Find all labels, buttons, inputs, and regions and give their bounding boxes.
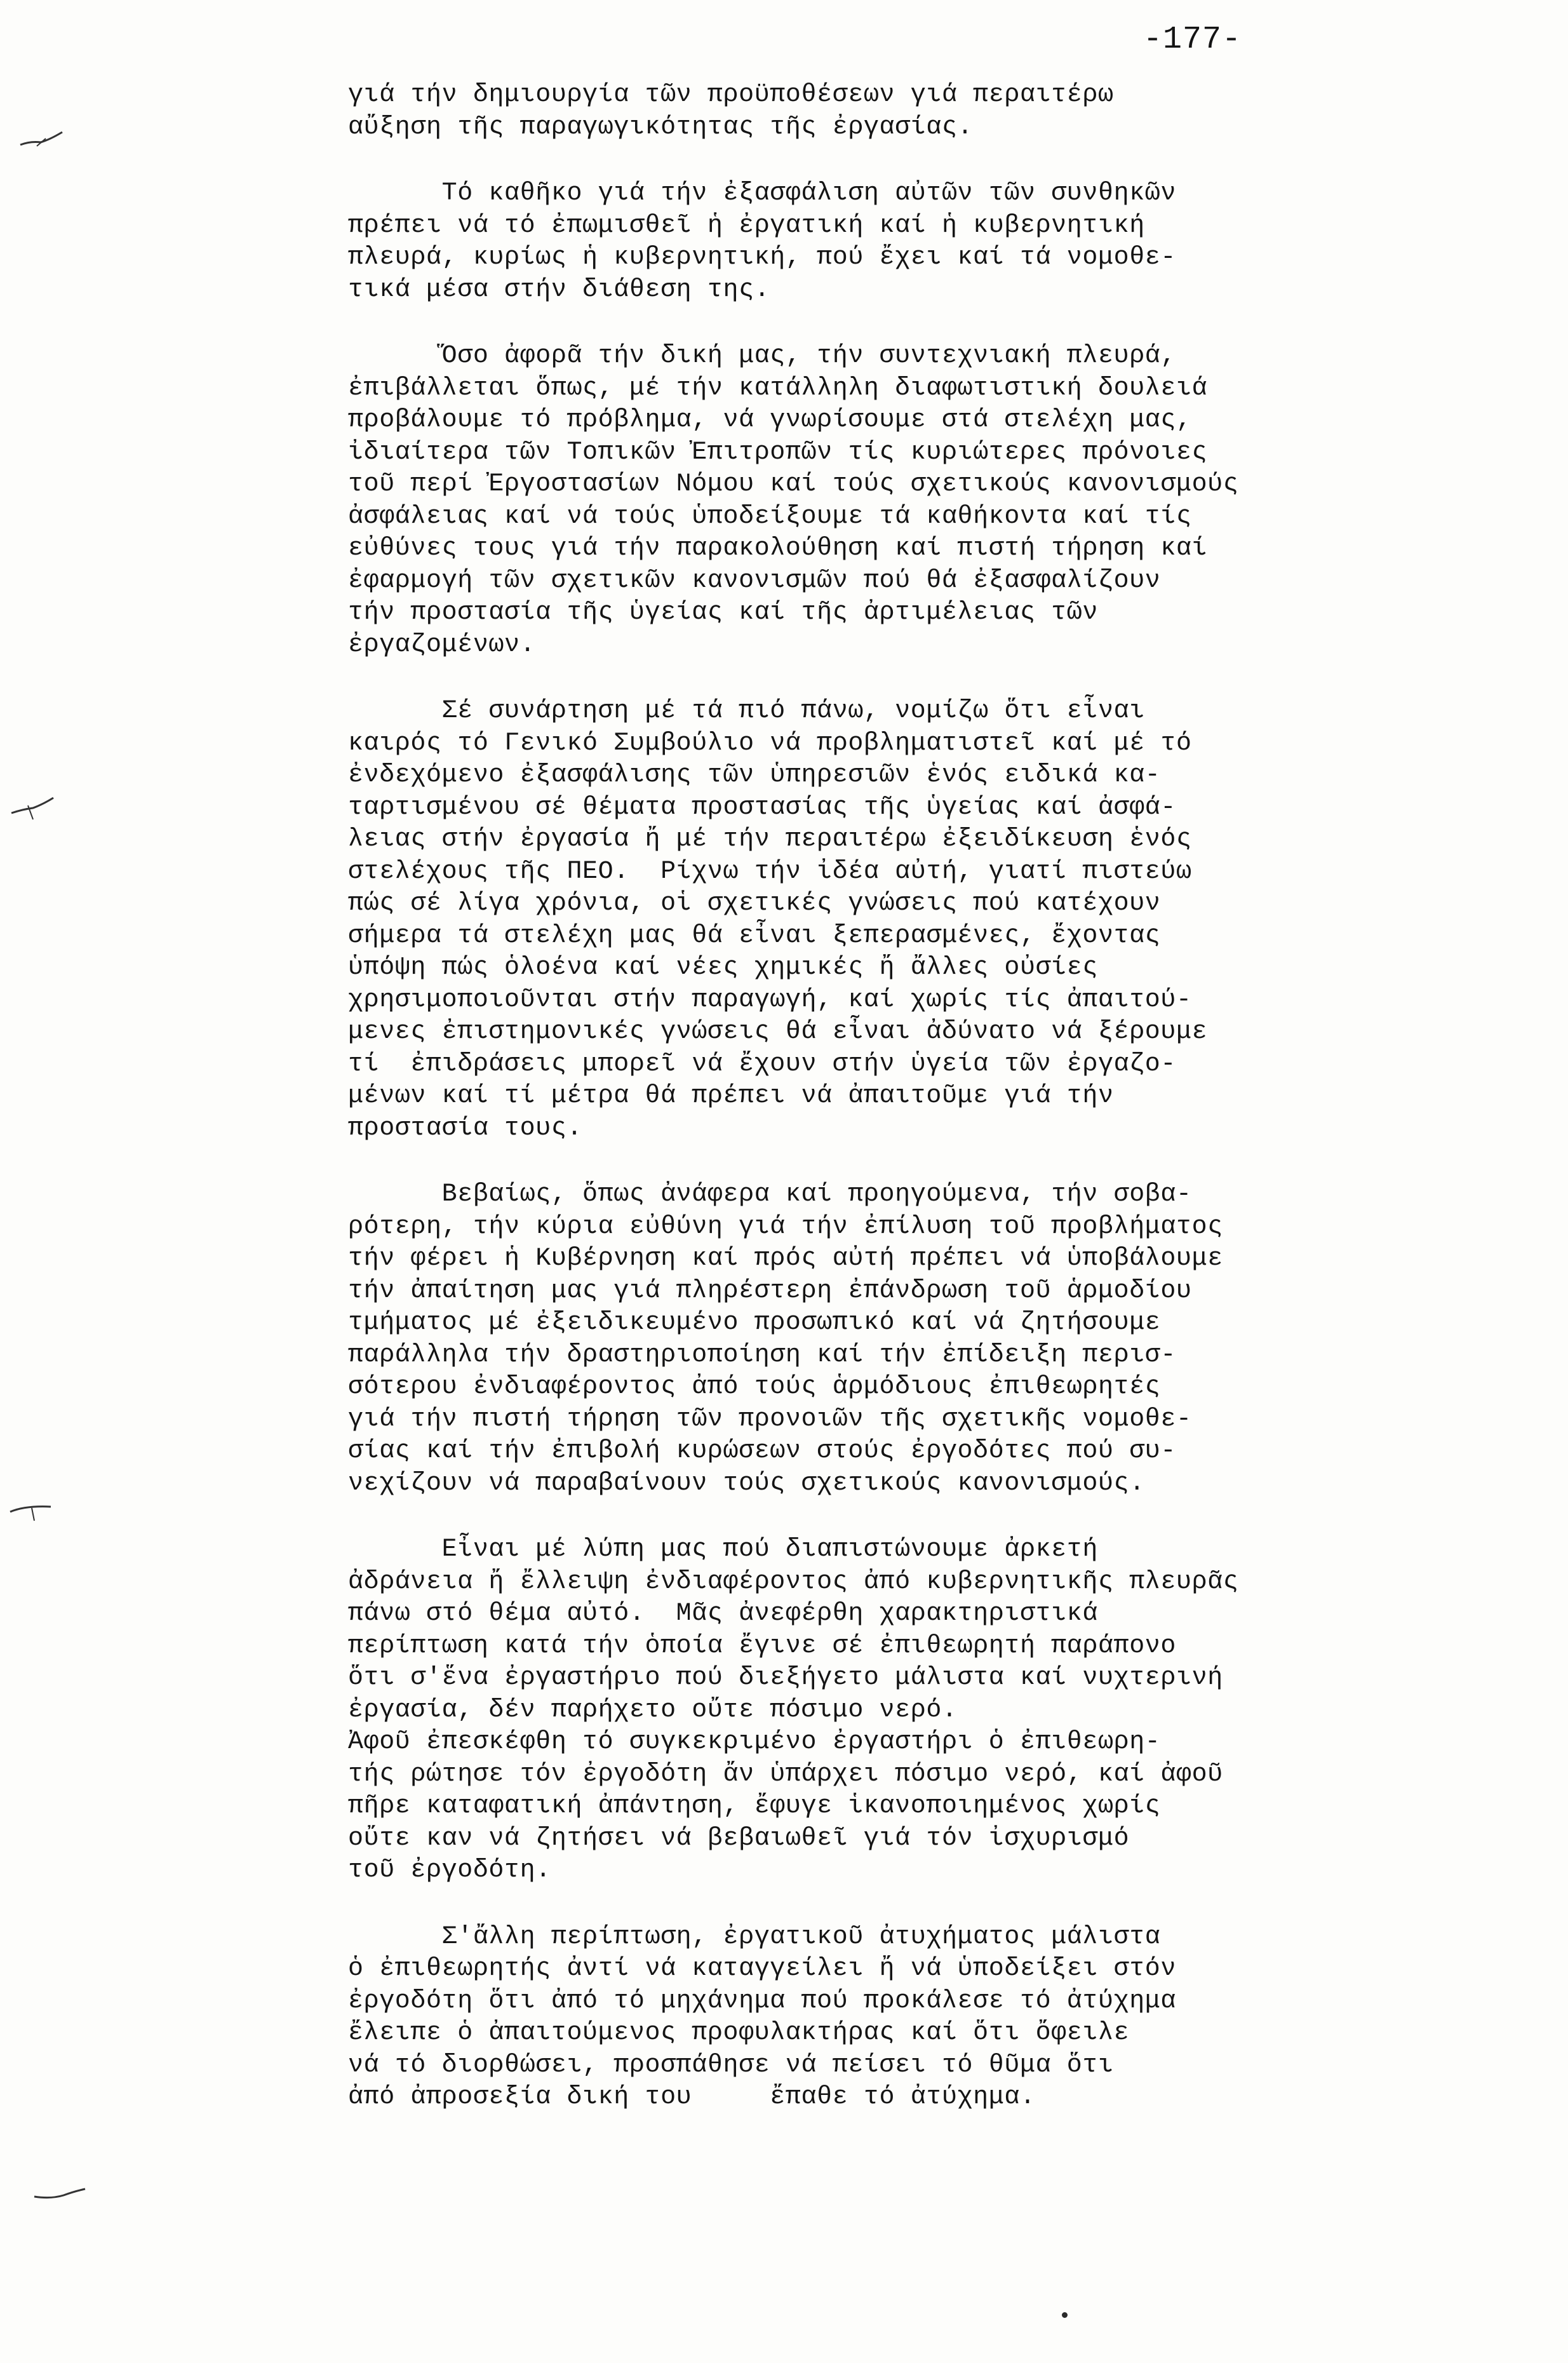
text-line: πρέπει νά τό ἐπωμισθεῖ ἡ ἐργατική καί ἡ κυβερνητική <box>348 211 1145 240</box>
text-line: λειας στήν ἐργασία ἤ μέ τήν περαιτέρω ἐξειδίκευση ἑνός <box>348 825 1192 854</box>
text-line: πώς σέ λίγα χρόνια, οἱ σχετικές γνώσεις πού κατέχουν <box>348 889 1161 918</box>
text-line: Τό καθῆκο γιά τήν ἐξασφάλιση αὐτῶν τῶν συνθηκῶν <box>348 179 1177 208</box>
paragraph <box>348 340 1542 661</box>
text-line: ἀσφάλειας καί νά τούς ὑποδείξουμε τά καθήκοντα καί τίς <box>348 502 1192 531</box>
text-line: μενες ἐπιστημονικές γνώσεις θά εἶναι ἀδύνατο νά ξέρουμε <box>348 1018 1208 1046</box>
paragraph <box>348 1179 1542 1500</box>
text-line: προστασία τους. <box>348 1114 583 1143</box>
paragraph <box>348 696 1542 1145</box>
text-line: Βεβαίως, ὅπως ἀνάφερα καί προηγούμενα, τήν σοβα- <box>348 1180 1192 1209</box>
text-line: χρησιμοποιοῦνται στήν παραγωγή, καί χωρίς τίς ἀπαιτού- <box>348 985 1192 1014</box>
text-line: τής ρώτησε τόν ἐργοδότη ἄν ὑπάρχει πόσιμο νερό, καί ἀφοῦ <box>348 1760 1223 1789</box>
text-line: Ὅσο ἀφορᾶ τήν δική μας, τήν συντεχνιακή πλευρά, <box>348 342 1177 370</box>
page-number: -177- <box>1143 22 1242 58</box>
text-line: ἀδράνεια ἤ ἔλλειψη ἐνδιαφέροντος ἀπό κυβερνητικῆς πλευρᾶς <box>348 1567 1239 1596</box>
text-line: τμήματος μέ ἐξειδικευμένο προσωπικό καί νά ζητήσουμε <box>348 1309 1161 1337</box>
text-line: ἰδιαίτερα τῶν Τοπικῶν Ἐπιτροπῶν τίς κυριώτερες πρόνοιες <box>348 438 1208 467</box>
text-line: πάνω στό θέμα αὐτό. Μᾶς ἀνεφέρθη χαρακτηριστικά <box>348 1599 1098 1628</box>
text-line: γιά τήν δημιουργία τῶν προϋποθέσεων γιά περαιτέρω <box>348 81 1114 109</box>
text-line: ταρτισμένου σέ θέματα προστασίας τῆς ὑγείας καί ἀσφά- <box>348 793 1177 822</box>
text-line: ἐργασία, δέν παρήχετο οὔτε πόσιμο νερό. <box>348 1695 958 1725</box>
text-line: ἐπιβάλλεται ὅπως, μέ τήν κατάλληλη διαφωτιστική δουλειά <box>348 374 1208 403</box>
text-line: ὅτι σ'ἕνα ἐργαστήριο πού διεξήγετο μάλιστα καί νυχτερινή <box>348 1664 1223 1692</box>
text-line: τήν φέρει ἡ Κυβέρνηση καί πρός αὐτή πρέπει νά ὑποβάλουμε <box>348 1244 1223 1273</box>
text-line: Εἶναι μέ λύπη μας πού διαπιστώνουμε ἀρκετή <box>348 1535 1098 1564</box>
text-line: τήν προστασία τῆς ὑγείας καί τῆς ἀρτιμέλειας τῶν <box>348 598 1098 627</box>
text-line: ἐνδεχόμενο ἐξασφάλισης τῶν ὑπηρεσιῶν ἑνός ειδικά κα- <box>348 761 1161 790</box>
text-line: γιά τήν πιστή τήρηση τῶν προνοιῶν τῆς σχετικῆς νομοθε- <box>348 1404 1192 1434</box>
text-line: ρότερη, τήν κύρια εὐθύνη γιά τήν ἐπίλυση τοῦ προβλήματος <box>348 1212 1223 1241</box>
text-line: τήν ἀπαίτηση μας γιά πληρέστερη ἐπάνδρωση τοῦ ἁρμοδίου <box>348 1276 1192 1305</box>
text-line: ἔλειπε ὁ ἀπαιτούμενος προφυλακτήρας καί ὅτι ὄφειλε <box>348 2019 1130 2047</box>
text-line: Σ'ἄλλη περίπτωση, ἐργατικοῦ ἀτυχήματος μάλιστα <box>348 1922 1161 1951</box>
paragraph <box>348 79 1542 144</box>
text-line: οὔτε καν νά ζητήσει νά βεβαιωθεῖ γιά τόν ἰσχυρισμό <box>348 1824 1130 1853</box>
text-line: στελέχους τῆς ΠΕΟ. Ρίχνω τήν ἰδέα αὐτή, γιατί πιστεύω <box>348 857 1192 886</box>
margin-scratch-2 <box>8 794 58 823</box>
text-line: ἐφαρμογή τῶν σχετικῶν κανονισμῶν πού θά ἐξασφαλίζουν <box>348 566 1161 595</box>
text-line: παράλληλα τήν δραστηριοποίηση καί τήν ἐπίδειξη περισ- <box>348 1340 1177 1370</box>
text-line: ἀπό ἀπροσεξία δική του ἔπαθε τό ἀτύχημα. <box>348 2083 1036 2111</box>
text-line: τοῦ περί Ἐργοστασίων Νόμου καί τούς σχετικούς κανονισμούς <box>348 470 1239 499</box>
paragraph <box>348 1922 1542 2114</box>
text-line: ἐργαζομένων. <box>348 630 536 659</box>
text-line: σίας καί τήν ἐπιβολή κυρώσεων στούς ἐργοδότες πού συ- <box>348 1437 1177 1465</box>
text-line: καιρός τό Γενικό Συμβούλιο νά προβληματιστεῖ καί μέ τό <box>348 729 1192 758</box>
paragraph <box>348 1534 1542 1887</box>
text-line: περίπτωση κατά τήν ὁποία ἔγινε σέ ἐπιθεωρητή παράπονο <box>348 1631 1177 1660</box>
text-line: Ἀφοῦ ἐπεσκέφθη τό συγκεκριμένο ἐργαστήρι ὁ ἐπιθεωρη- <box>348 1728 1161 1756</box>
text-line: ὑπόψη πώς ὁλοένα καί νέες χημικές ἤ ἄλλες οὐσίες <box>348 953 1098 982</box>
text-line: νεχίζουν νά παραβαίνουν τούς σχετικούς κανονισμούς. <box>348 1469 1145 1498</box>
text-line: πῆρε καταφατική ἀπάντηση, ἔφυγε ἱκανοποιημένος χωρίς <box>348 1792 1161 1821</box>
text-line: ἐργοδότη ὅτι ἀπό τό μηχάνημα πού προκάλεσε τό ἀτύχημα <box>348 1986 1177 2016</box>
text-line: σήμερα τά στελέχη μας θά εἶναι ξεπερασμένες, ἔχοντας <box>348 921 1161 950</box>
document-body <box>348 79 1542 2148</box>
text-line: πλευρά, κυρίως ἡ κυβερνητική, πού ἔχει καί τά νομοθε- <box>348 243 1177 272</box>
paragraph <box>348 178 1542 306</box>
margin-scratch-3 <box>6 1499 57 1525</box>
text-line: τοῦ ἐργοδότη. <box>348 1856 551 1885</box>
text-line: Σέ συνάρτηση μέ τά πιό πάνω, νομίζω ὅτι εἶναι <box>348 697 1145 725</box>
text-line: ὁ ἐπιθεωρητής ἀντί νά καταγγείλει ἤ νά ὑποδείξει στόν <box>348 1955 1177 1983</box>
text-line: νά τό διορθώσει, προσπάθησε νά πείσει τό θῦμα ὅτι <box>348 2050 1114 2080</box>
text-line: τί ἐπιδράσεις μπορεῖ νά ἔχουν στήν ὑγεία τῶν ἐργαζο- <box>348 1049 1177 1079</box>
text-line: προβάλουμε τό πρόβλημα, νά γνωρίσουμε στά στελέχη μας, <box>348 406 1192 434</box>
text-line: τικά μέσα στήν διάθεση της. <box>348 275 770 304</box>
margin-scratch-4 <box>32 2185 89 2204</box>
margin-scratch-1 <box>18 127 69 152</box>
ink-speck <box>1062 2312 1068 2318</box>
text-line: μένων καί τί μέτρα θά πρέπει νά ἀπαιτοῦμε γιά τήν <box>348 1082 1114 1110</box>
text-line: εὐθύνες τους γιά τήν παρακολούθηση καί πιστή τήρηση καί <box>348 534 1208 563</box>
text-line: σότερου ἐνδιαφέροντος ἀπό τούς ἁρμόδιους ἐπιθεωρητές <box>348 1373 1161 1401</box>
text-line: αὔξηση τῆς παραγωγικότητας τῆς ἐργασίας. <box>348 112 974 142</box>
